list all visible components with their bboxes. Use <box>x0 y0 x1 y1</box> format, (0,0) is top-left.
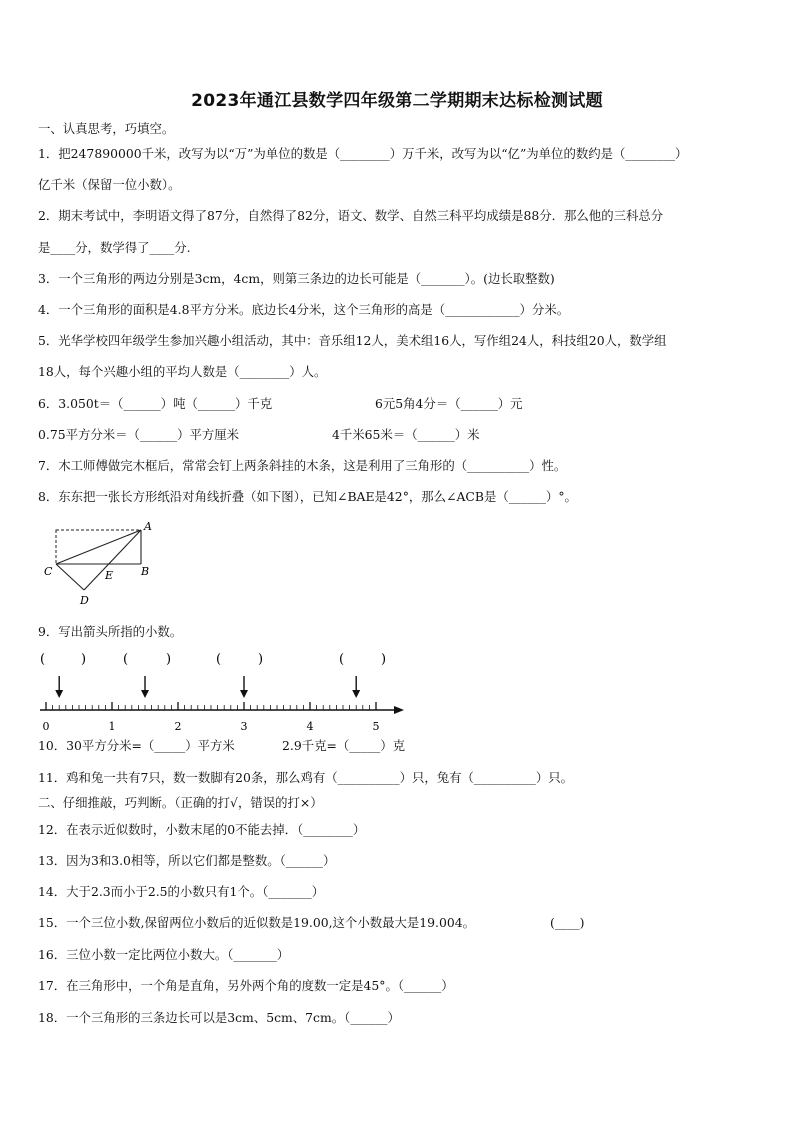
bracket-open-2: ( <box>123 652 129 667</box>
question-4: 4．一个三角形的面积是4.8平方分米。底边长4分米，这个三角形的高是（____________）分米。 <box>38 302 570 317</box>
tick-label-0: 0 <box>42 720 50 732</box>
question-5-line-2: 18人，每个兴趣小组的平均人数是（________）人。 <box>38 364 327 379</box>
question-9: 9．写出箭头所指的小数。 <box>38 624 183 639</box>
label-b: B <box>141 565 150 578</box>
tick-label-4: 4 <box>306 720 314 732</box>
question-18: 18．一个三角形的三条边长可以是3cm、5cm、7cm。（______） <box>38 1010 400 1025</box>
question-2-line-1: 2．期末考试中，李明语文得了87分，自然得了82分，语文、数学、自然三科平均成绩是88分．那么他的三科总分 <box>38 208 664 223</box>
question-5-line-1: 5．光华学校四年级学生参加兴趣小组活动，其中：音乐组12人，美术组16人，写作组24人，科技组20人，数学组 <box>38 333 667 348</box>
question-15: 15．一个三位小数,保留两位小数后的近似数是19.00,这个小数最大是19.004。 <box>38 915 476 930</box>
bracket-open-1: ( <box>40 652 46 667</box>
tick-label-5: 5 <box>372 720 380 732</box>
bracket-close-2: ) <box>166 652 172 667</box>
arrow-head-3 <box>240 690 248 698</box>
diagonal-ca <box>56 530 141 564</box>
section-heading-judge: 二、仔细推敲，巧判断。（正确的打√，错误的打×） <box>38 795 323 810</box>
question-13: 13．因为3和3.0相等，所以它们都是整数。（______） <box>38 853 336 868</box>
question-1-line-2: 亿千米（保留一位小数）。 <box>38 177 181 192</box>
question-6-part-a1: 6．3.050t＝（______）吨（______）千克 <box>38 396 273 411</box>
question-1-line-1: 1．把247890000千米，改写为以“万”为单位的数是（________）万千米，改写为以“亿”为单位的数约是（________） <box>38 146 688 161</box>
label-a: A <box>144 520 152 533</box>
question-6-part-b1: 0.75平方分米＝（______）平方厘米 <box>38 427 240 442</box>
question-15-answer-blank: (____) <box>550 915 585 930</box>
folded-rectangle-figure <box>38 518 158 610</box>
question-8: 8．东东把一张长方形纸沿对角线折叠（如下图），已知∠BAE是42°，那么∠ACB是（______）°。 <box>38 489 577 504</box>
tick-label-3: 3 <box>240 720 248 732</box>
question-7: 7．木工师傅做完木框后，常常会钉上两条斜挂的木条，这是利用了三角形的（__________）性。 <box>38 458 567 473</box>
question-2-line-2: 是____分，数学得了____分. <box>38 240 191 255</box>
question-11: 11．鸡和兔一共有7只，数一数脚有20条，那么鸡有（__________）只，兔有（__________）只。 <box>38 770 574 785</box>
label-d: D <box>80 594 89 607</box>
bracket-open-3: ( <box>216 652 222 667</box>
number-line-figure <box>36 648 416 732</box>
bracket-close-1: ) <box>81 652 87 667</box>
page-title: 2023年通江县数学四年级第二学期期末达标检测试题 <box>191 91 603 111</box>
number-line-axis <box>40 702 404 714</box>
number-line-arrows <box>55 676 360 698</box>
bracket-close-4: ) <box>381 652 387 667</box>
arrow-head-2 <box>141 690 149 698</box>
bracket-open-4: ( <box>339 652 345 667</box>
question-10-part-a: 10．30平方分米=（_____）平方米 <box>38 738 235 753</box>
question-6-part-b2: 4千米65米＝（______）米 <box>332 427 480 442</box>
tick-label-2: 2 <box>174 720 182 732</box>
question-3: 3．一个三角形的两边分别是3cm，4cm，则第三条边的边长可能是（_______）。(边长取整数) <box>38 271 555 286</box>
question-16: 16．三位小数一定比两位小数大。（_______） <box>38 947 290 962</box>
question-6-part-a2: 6元5角4分＝（______）元 <box>375 396 523 411</box>
bracket-close-3: ) <box>258 652 264 667</box>
axis-arrowhead <box>394 706 404 714</box>
section-heading-fill: 一、认真思考，巧填空。 <box>38 121 175 136</box>
arrow-head-4 <box>352 690 360 698</box>
question-17: 17．在三角形中，一个角是直角，另外两个角的度数一定是45°。（______） <box>38 978 454 993</box>
label-e: E <box>105 569 114 582</box>
label-c: C <box>44 565 53 578</box>
folded-edge-cd <box>56 564 84 590</box>
question-12: 12．在表示近似数时，小数末尾的0不能去掉．（________） <box>38 822 366 837</box>
question-10-part-b: 2.9千克=（_____）克 <box>282 738 406 753</box>
tick-label-1: 1 <box>108 720 116 732</box>
arrow-head-1 <box>55 690 63 698</box>
question-14: 14．大于2.3而小于2.5的小数只有1个。（_______） <box>38 884 325 899</box>
